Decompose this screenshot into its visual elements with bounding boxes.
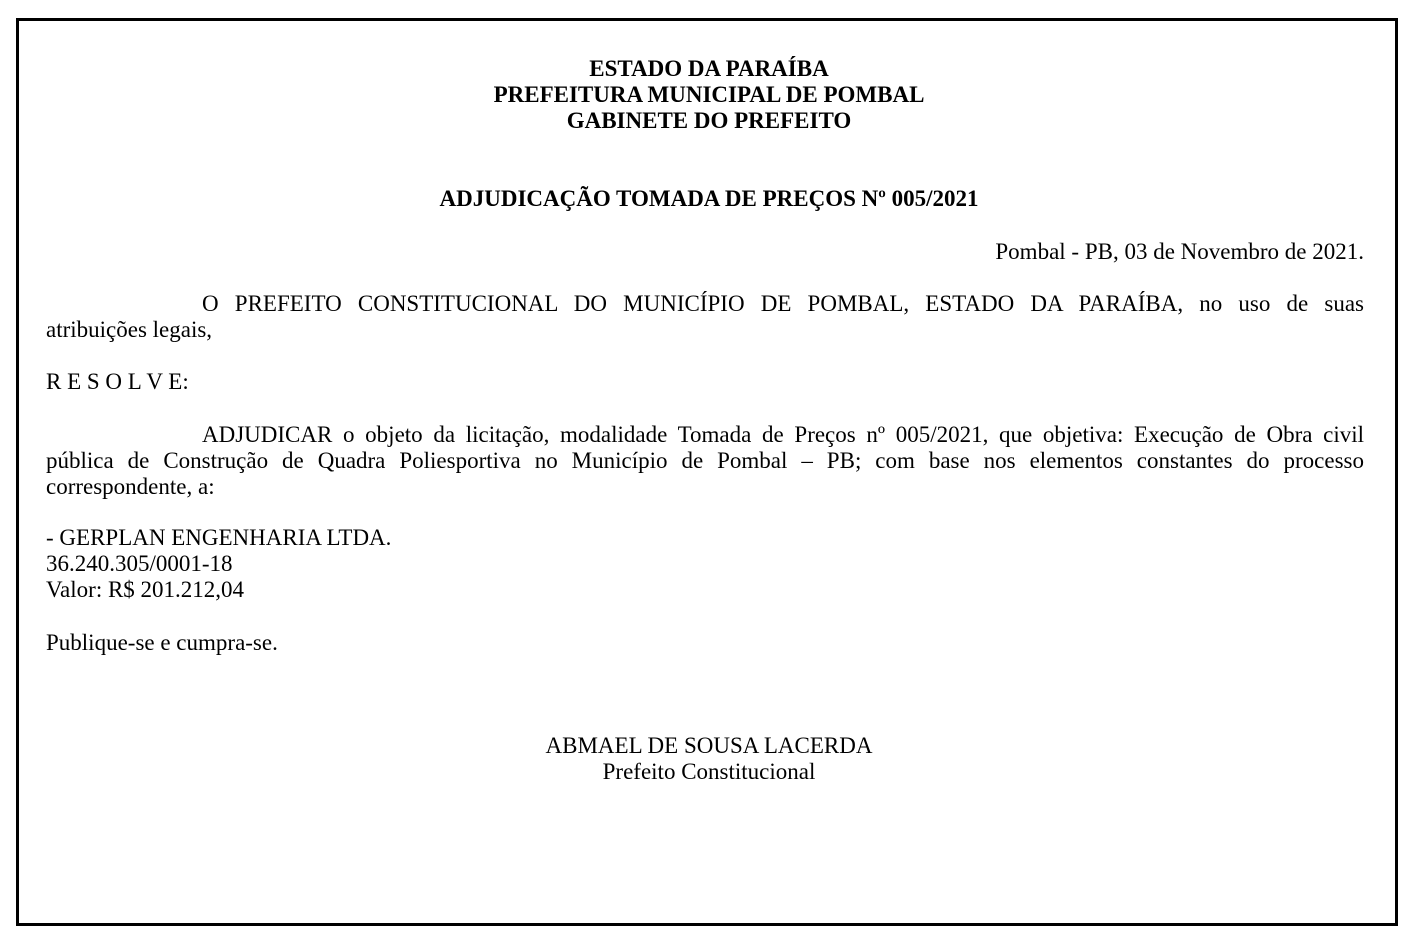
header-state: ESTADO DA PARAÍBA bbox=[589, 56, 829, 81]
intro-line-1: O PREFEITO CONSTITUCIONAL DO MUNICÍPIO DE POMBAL, ESTADO DA PARAÍBA, no uso de suas bbox=[202, 291, 1364, 316]
header-office: GABINETE DO PREFEITO bbox=[566, 108, 852, 133]
closing-line: Publique-se e cumpra-se. bbox=[46, 630, 278, 655]
resolve-heading: R E S O L V E: bbox=[46, 369, 189, 394]
signature-name: ABMAEL DE SOUSA LACERDA bbox=[545, 733, 873, 758]
company-name: - GERPLAN ENGENHARIA LTDA. bbox=[46, 525, 392, 550]
intro-line-2: atribuições legais, bbox=[46, 317, 213, 342]
body-line-1: ADJUDICAR o objeto da licitação, modalidade Tomada de Preços nº 005/2021, que objetiva: Execução de Obra civil bbox=[202, 422, 1364, 447]
header-prefecture: PREFEITURA MUNICIPAL DE POMBAL bbox=[493, 82, 925, 107]
body-line-2: pública de Construção de Quadra Poliesportiva no Município de Pombal – PB; com base nos elementos constantes do processo bbox=[46, 448, 1364, 473]
body-line-3: correspondente, a: bbox=[46, 474, 215, 499]
company-cnpj: 36.240.305/0001-18 bbox=[46, 551, 233, 576]
signature-role: Prefeito Constitucional bbox=[602, 759, 816, 784]
company-value: Valor: R$ 201.212,04 bbox=[46, 577, 245, 602]
document-title: ADJUDICAÇÃO TOMADA DE PREÇOS Nº 005/2021 bbox=[439, 186, 979, 211]
date-line: Pombal - PB, 03 de Novembro de 2021. bbox=[995, 239, 1364, 264]
